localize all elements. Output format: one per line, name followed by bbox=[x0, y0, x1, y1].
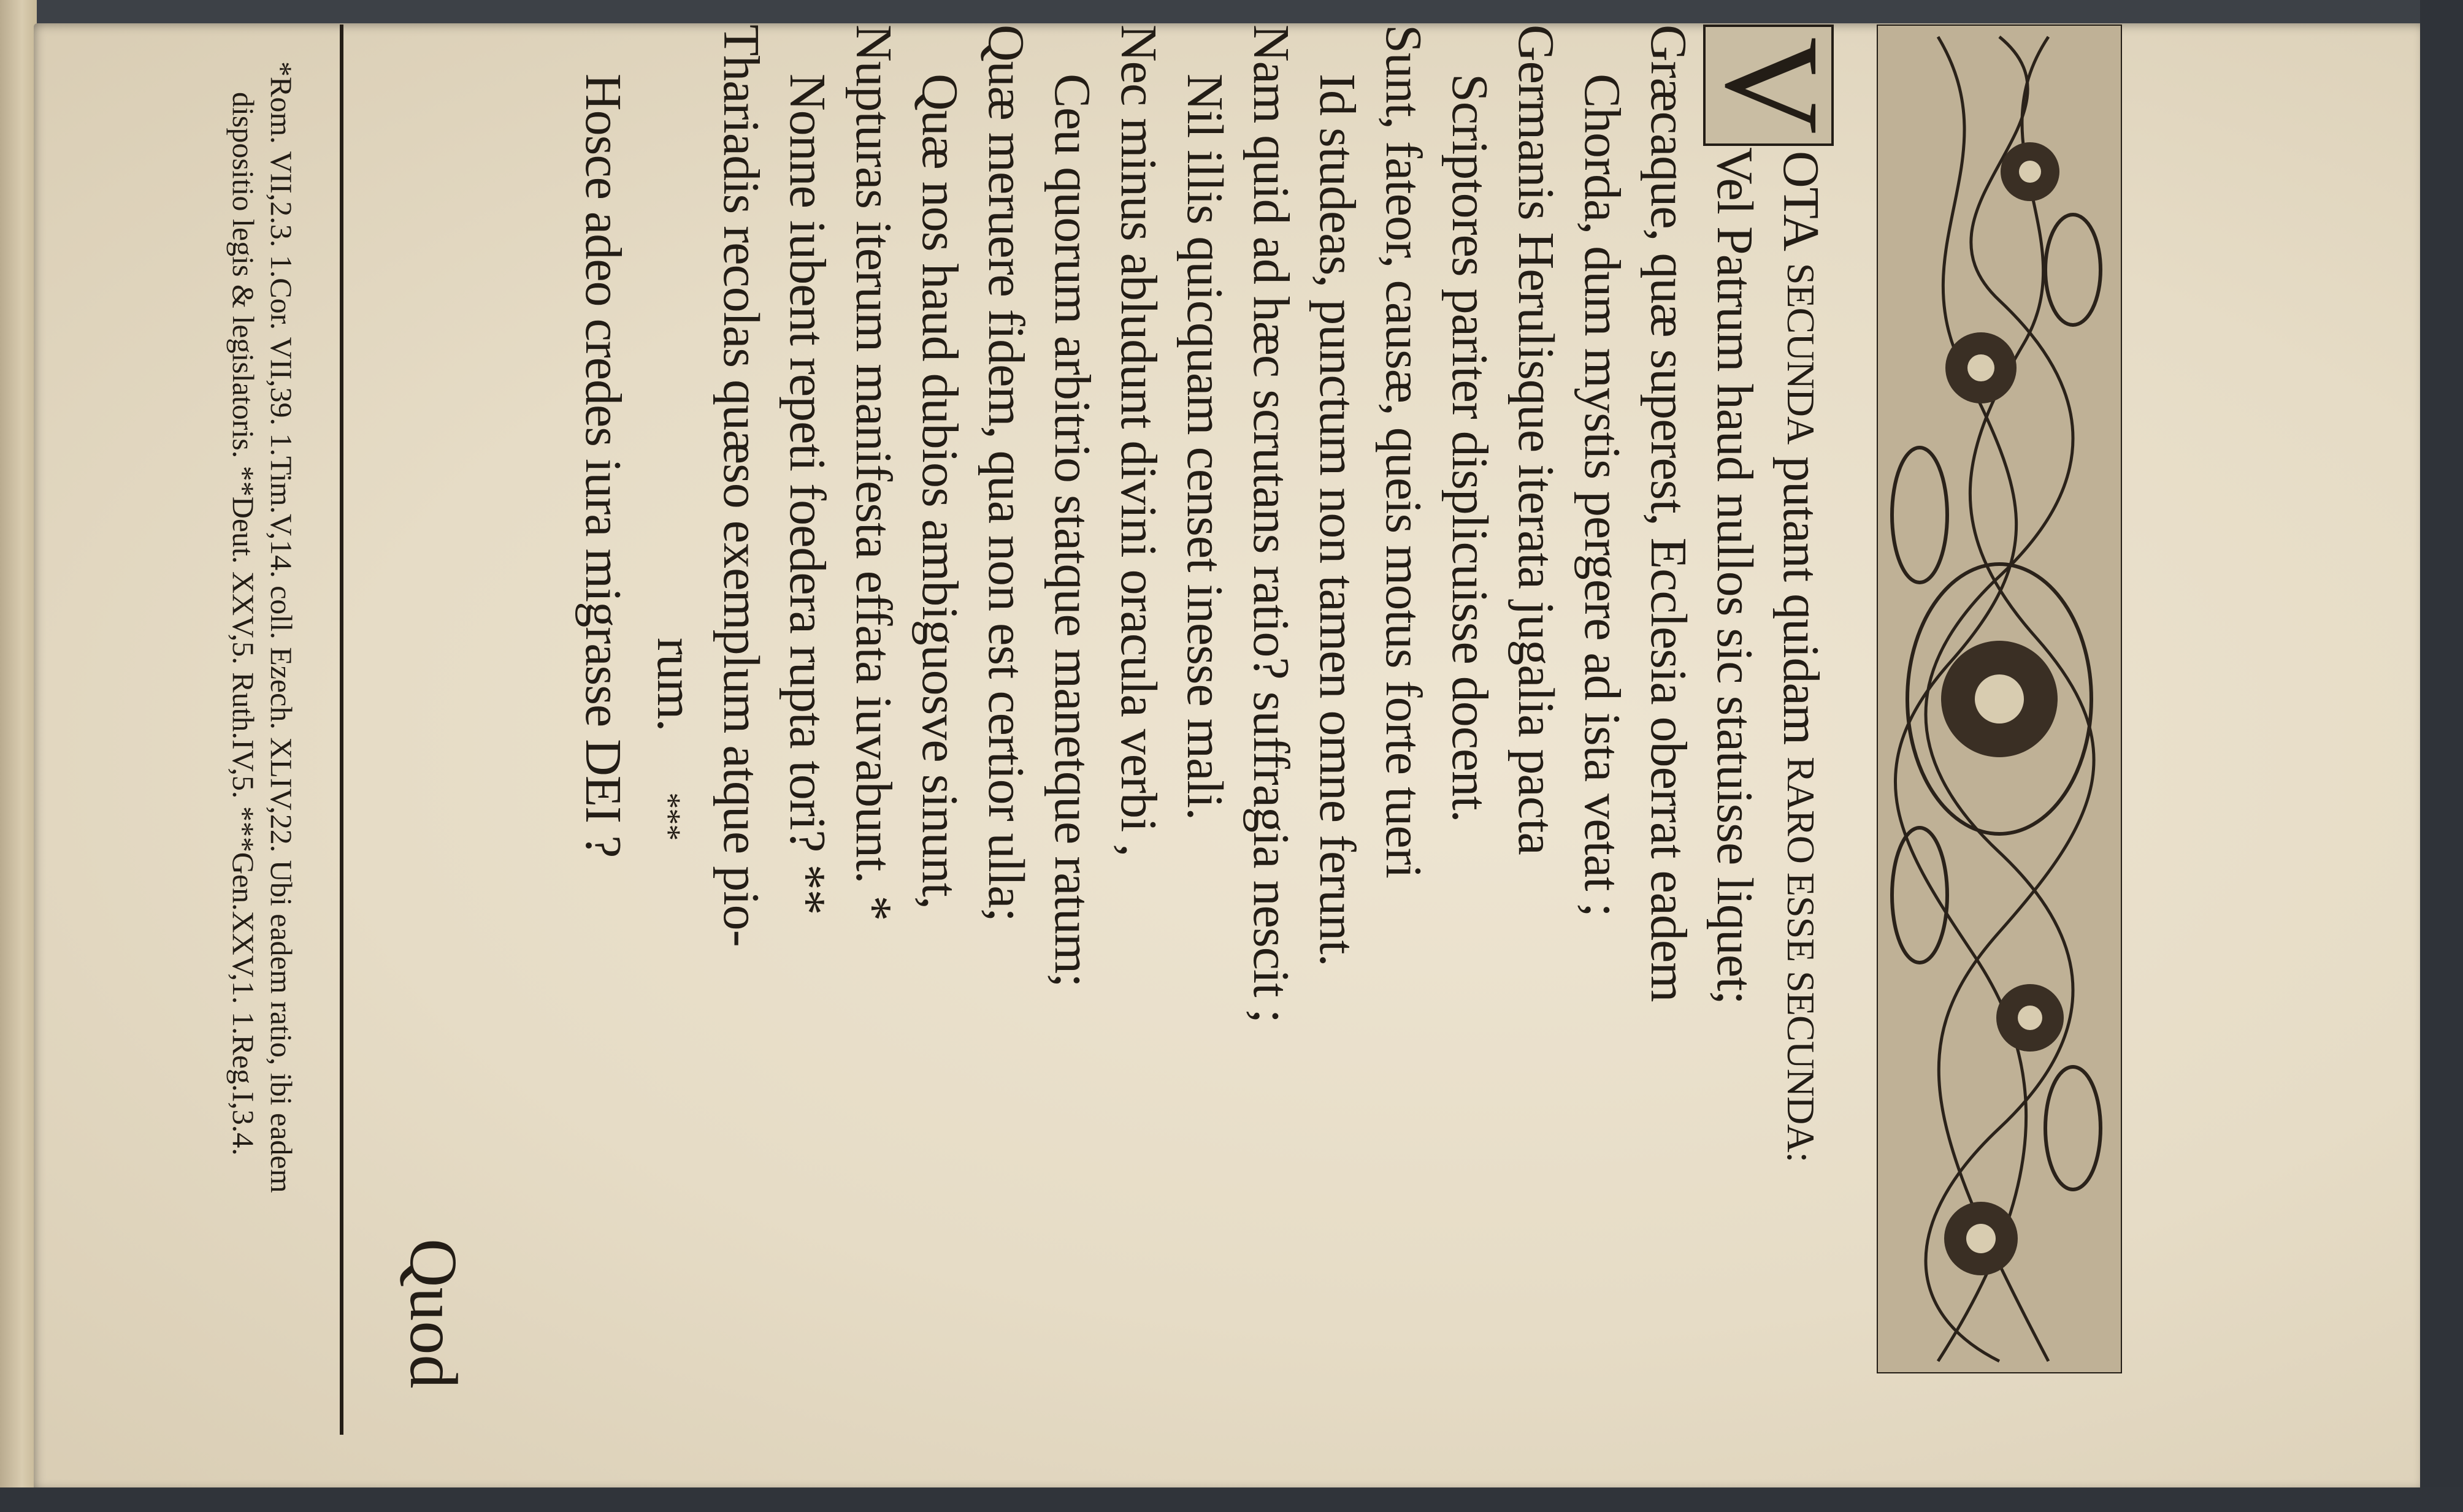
footnote-line-2: dispositio legis & legislatoris. **Deut. XXV,5. Ruth.IV,5. ***Gen.XXV,1. 1.Reg.I,3.4. bbox=[226, 92, 261, 1156]
footnotes bbox=[224, 61, 301, 1435]
verse-line-7: Sunt, fateor, causæ, queis motus forte tueri bbox=[1375, 25, 1432, 878]
footnote-line-1: *Rom. VII,2.3. 1.Cor. VII,39. 1.Tim.V,14. coll. Ezech. XLIV,22. Ubi eadem ratio, ibi eadem bbox=[264, 61, 299, 1193]
verse-line-2: Vel Patrum haud nullos sic statuisse liquet; bbox=[1706, 147, 1763, 1004]
verse-line-16: Nonne iubent repeti foedera rupta tori? ** bbox=[779, 74, 836, 915]
line18-mark: *** bbox=[651, 792, 688, 841]
line19-smallcaps: DEI bbox=[575, 739, 632, 823]
book-binding-edge bbox=[0, 0, 37, 1512]
line18-text: rum. bbox=[646, 638, 703, 731]
verse-line-19 bbox=[570, 25, 636, 1435]
footnote-rule bbox=[340, 25, 343, 1435]
verse-line-14: Quæ nos haud dubios ambiguosve sinunt, bbox=[911, 74, 968, 909]
background-right bbox=[2420, 0, 2463, 1512]
verse-line-11: Nec minus abludunt divini oracula verbi , bbox=[1110, 25, 1167, 857]
line1-mid: putant quidam bbox=[1772, 456, 1829, 745]
verse-line-17: Thariadis recolas quæso exemplum atque pio- bbox=[713, 25, 770, 947]
verse-line-18 bbox=[636, 25, 708, 1435]
verse-line-3: Græcaque, quæ superest, Ecclesia oberrat eadem bbox=[1640, 25, 1697, 1002]
rotated-text-block bbox=[37, 25, 2122, 1465]
verse-line-8: Id studeas, punctum non tamen omne ferunt. bbox=[1309, 74, 1366, 966]
line1-smallcaps-1: SECUNDA bbox=[1779, 262, 1823, 445]
verse-line-5: Germanis Herulisque iterata jugalia pacta bbox=[1507, 25, 1565, 855]
verse-line-15: Nupturas iterum manifesta effata iuvabunt. * bbox=[845, 25, 902, 921]
dropcap-letter: V bbox=[1698, 37, 1847, 134]
line19-text: Hosce adeo credes iura migrasse bbox=[575, 74, 632, 727]
verse-line-12: Ceu quorum arbitrio statque manetque ratum; bbox=[1044, 74, 1101, 987]
line1-text: OTA bbox=[1772, 151, 1829, 251]
verse-line-4: Chorda, dum mystis pergere ad ista vetat ; bbox=[1574, 74, 1631, 917]
verse-line-13: Quæ meruere fidem, qua non est certior ulla; bbox=[978, 25, 1035, 922]
dropcap-v bbox=[1698, 25, 1847, 146]
floral-ornament bbox=[1877, 25, 2122, 1373]
line19-end: ? bbox=[575, 835, 632, 858]
verse-line-9: Nam quid ad hæc scrutans ratio? suffragia nescit ; bbox=[1243, 25, 1300, 1023]
verse-line-6: Scriptores pariter displicuisse docent. bbox=[1441, 74, 1498, 822]
verse-line-10: Nil illis quicquam censet inesse mali. bbox=[1176, 74, 1233, 820]
line1-smallcaps-2: RARO ESSE SECUNDA: bbox=[1779, 757, 1823, 1163]
catchword: Quod bbox=[396, 1239, 471, 1389]
background-bottom bbox=[0, 1487, 2463, 1512]
poem-verse bbox=[570, 25, 1847, 1435]
